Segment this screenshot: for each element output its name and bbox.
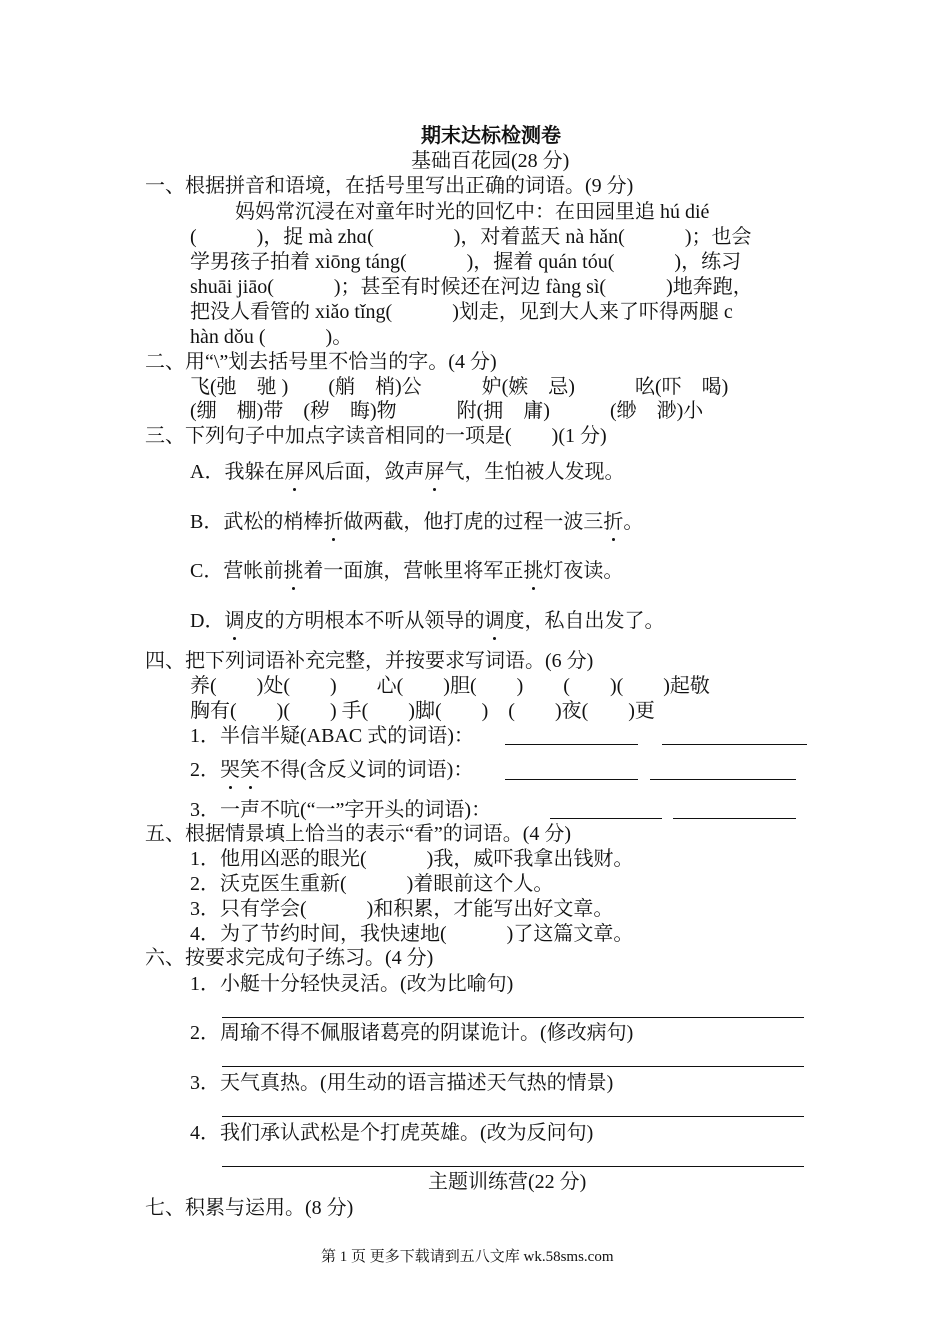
dotted-char: 调 — [224, 610, 245, 632]
q4-row: 养( )处( ) 心( )胆( ) ( )( )起敬 — [190, 675, 710, 697]
q1-line: 妈妈常沉浸在对童年时光的回忆中：在田园里追 hú dié — [235, 201, 710, 223]
answer-line[interactable] — [505, 744, 638, 745]
answer-line[interactable] — [550, 818, 662, 819]
q5-item: 1．他用凶恶的眼光( )我，威吓我拿出钱财。 — [190, 848, 634, 870]
option-d: D．调皮的方明根本不听从领导的调度，私自出发了。 — [190, 610, 665, 632]
question-5-heading: 五、根据情景填上恰当的表示“看”的词语。(4 分) — [145, 823, 572, 845]
q6-item: 4．我们承认武松是个打虎英雄。(改为反问句) — [190, 1122, 594, 1144]
q1-line: hàn dǒu ( )。 — [190, 326, 353, 348]
q5-item: 4．为了节约时间，我快速地( )了这篇文章。 — [190, 923, 634, 945]
q6-item: 2．周瑜不得不佩服诸葛亮的阴谋诡计。(修改病句) — [190, 1022, 634, 1044]
question-4-heading: 四、把下列词语补充完整，并按要求写词语。(6 分) — [145, 650, 594, 672]
page-title: 期末达标检测卷 — [421, 125, 561, 147]
dotted-char: 挑 — [283, 560, 304, 582]
option-c: C．营帐前挑着一面旗，营帐里将军正挑灯夜读。 — [190, 560, 624, 582]
q2-row: 飞(弛 驰 ) (艄 梢)公 妒(嫉 忌) 吆(吓 喝) — [190, 376, 729, 398]
answer-line[interactable] — [673, 818, 796, 819]
answer-line[interactable] — [662, 744, 807, 745]
option-a: A．我躲在屏风后面，敛声屏气，生怕被人发现。 — [190, 461, 625, 483]
dotted-char: 挑 — [523, 560, 544, 582]
dotted-char: 折 — [323, 511, 344, 533]
dotted-char: 调 — [484, 610, 505, 632]
section-heading-theme: 主题训练营(22 分) — [428, 1171, 587, 1193]
q1-line: ( )，捉 mà zhɑ( )，对着蓝天 nà hǎn( )；也会 — [190, 226, 752, 248]
q6-item: 3．天气真热。(用生动的语言描述天气热的情景) — [190, 1072, 614, 1094]
question-6-heading: 六、按要求完成句子练习。(4 分) — [145, 947, 434, 969]
q4-sub-3: 3．一声不吭(“一”字开头的词语)： — [190, 799, 492, 821]
dotted-char: 屏 — [284, 461, 305, 483]
q4-row: 胸有( )( ) 手( )脚( ) ( )夜( )更 — [190, 700, 655, 722]
answer-line[interactable] — [222, 1116, 804, 1117]
dotted-char: 笑 — [240, 759, 260, 781]
dotted-char: 哭 — [220, 759, 240, 781]
dotted-char: 折 — [603, 511, 624, 533]
page-footer: 第 1 页 更多下载请到五八文库 wk.58sms.com — [321, 1249, 614, 1265]
q4-sub-1: 1．半信半疑(ABAC 式的词语)： — [190, 725, 474, 747]
q1-line: shuāi jiāo( )；甚至有时候还在河边 fàng sì( )地奔跑， — [190, 276, 753, 298]
q5-item: 2．沃克医生重新( )着眼前这个人。 — [190, 873, 554, 895]
q6-item: 1．小艇十分轻快灵活。(改为比喻句) — [190, 973, 514, 995]
question-7-heading: 七、积累与运用。(8 分) — [145, 1197, 354, 1219]
question-2-heading: 二、用“\”划去括号里不恰当的字。(4 分) — [145, 351, 497, 373]
question-3-heading: 三、下列句子中加点字读音相同的一项是( )(1 分) — [145, 425, 607, 447]
q5-item: 3．只有学会( )和积累，才能写出好文章。 — [190, 898, 614, 920]
dotted-char: 屏 — [424, 461, 445, 483]
answer-line[interactable] — [650, 779, 796, 780]
q4-sub-2: 2．哭笑不得(含反义词的词语)： — [190, 759, 474, 781]
option-b: B．武松的梢棒折做两截，他打虎的过程一波三折。 — [190, 511, 644, 533]
q1-line: 把没人看管的 xiǎo tǐng( )划走，见到大人来了吓得两腿 c — [190, 301, 733, 323]
q2-row: (绷 棚)带 (秽 晦)物 附(拥 庸) (缈 渺)小 — [190, 400, 704, 422]
question-1-heading: 一、根据拼音和语境，在括号里写出正确的词语。(9 分) — [145, 175, 634, 197]
q1-line: 学男孩子拍着 xiōng táng( )，握着 quán tóu( )，练习 — [190, 251, 742, 273]
answer-line[interactable] — [222, 1017, 804, 1018]
section-heading-basic: 基础百花园(28 分) — [411, 150, 570, 172]
answer-line[interactable] — [505, 779, 638, 780]
answer-line[interactable] — [222, 1166, 804, 1167]
answer-line[interactable] — [222, 1066, 804, 1067]
